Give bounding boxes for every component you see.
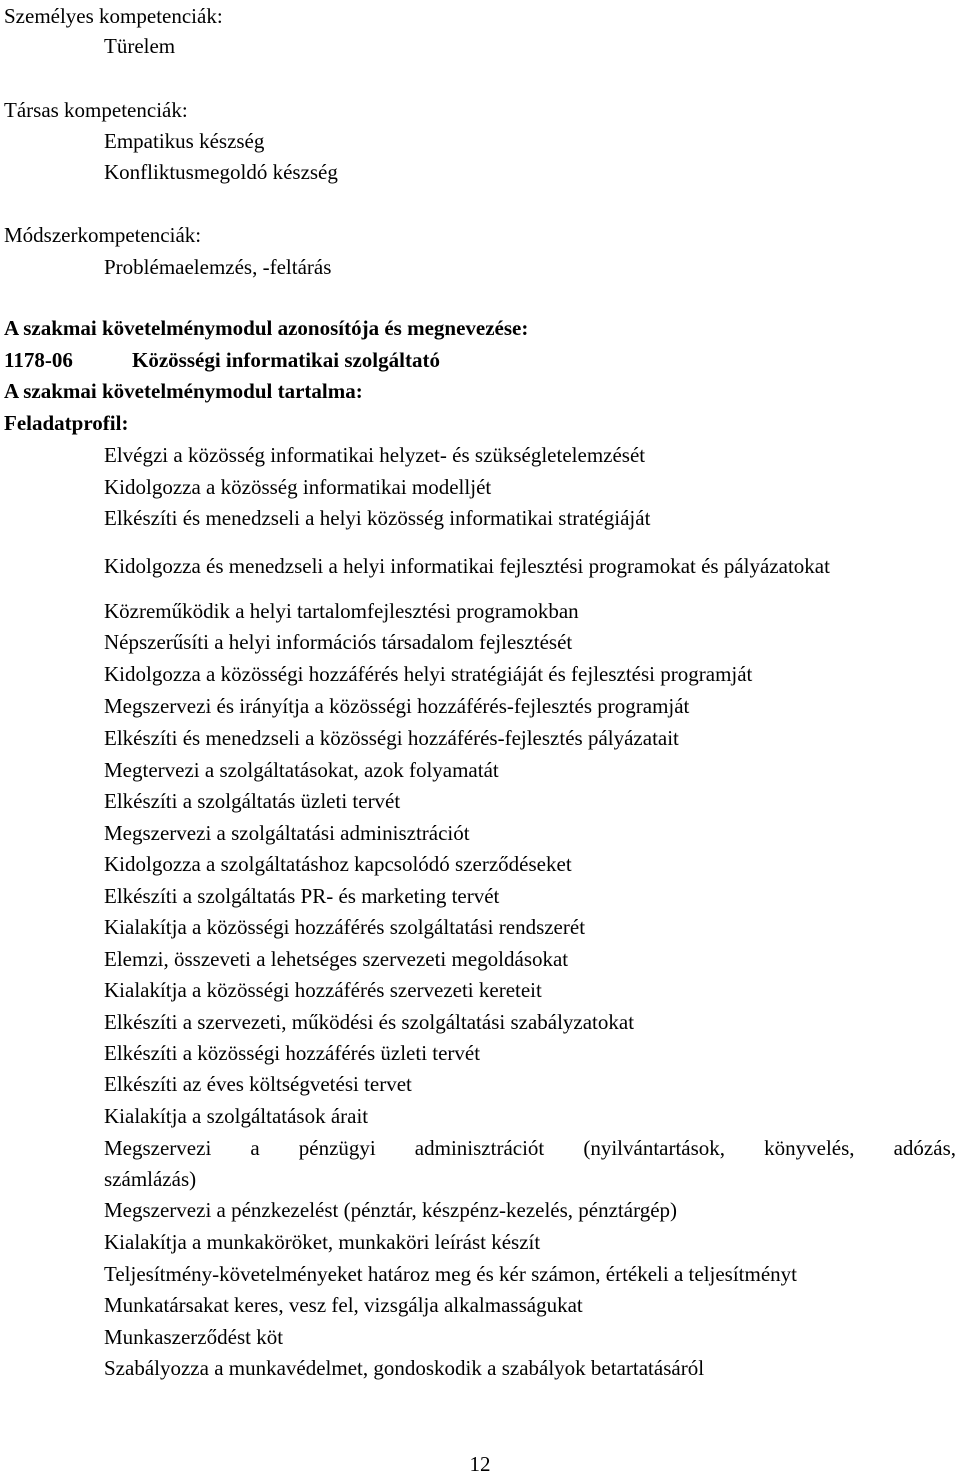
task-item: Megszervezi a pénzkezelést (pénztár, készpénz-kezelés, pénztárgép) xyxy=(104,1198,678,1222)
task-item: Elemzi, összeveti a lehetséges szervezeti megoldásokat xyxy=(104,947,569,971)
module-name: Közösségi informatikai szolgáltató xyxy=(132,348,440,372)
module-content-heading: A szakmai követelménymodul tartalma: xyxy=(4,379,363,403)
task-item: Kidolgozza a szolgáltatáshoz kapcsolódó szerződéseket xyxy=(104,852,572,876)
task-item: Munkaszerződést köt xyxy=(104,1325,284,1349)
task-item: Megszervezi a szolgáltatási adminisztrációt xyxy=(104,821,470,845)
task-item: Kialakítja a szolgáltatások árait xyxy=(104,1104,369,1128)
task-item: Megszervezi és irányítja a közösségi hozzáférés-fejlesztés programját xyxy=(104,694,690,718)
task-item: Elkészíti a szervezeti, működési és szolgáltatási szabályzatokat xyxy=(104,1010,635,1034)
page-number: 12 xyxy=(469,1452,491,1476)
module-code: 1178-06 xyxy=(4,348,73,372)
task-item: Kialakítja a munkaköröket, munkaköri leírást készít xyxy=(104,1230,541,1254)
task-item: Munkatársakat keres, vesz fel, vizsgálja alkalmasságukat xyxy=(104,1293,583,1317)
competency-item: Empatikus készség xyxy=(104,129,265,153)
module-id-heading: A szakmai követelménymodul azonosítója és megnevezése: xyxy=(4,316,529,340)
task-item: Teljesítmény-követelményeket határoz meg és kér számon, értékeli a teljesítményt xyxy=(104,1262,798,1286)
task-item: Szabályozza a munkavédelmet, gondoskodik a szabályok betartatásáról xyxy=(104,1356,705,1380)
method-competencies-heading: Módszerkompetenciák: xyxy=(4,223,202,247)
task-item: Népszerűsíti a helyi információs társadalom fejlesztését xyxy=(104,630,573,654)
task-item: Kidolgozza a közösségi hozzáférés helyi stratégiáját és fejlesztési programját xyxy=(104,662,753,686)
competency-item: Konfliktusmegoldó készség xyxy=(104,160,338,184)
competency-item: Problémaelemzés, -feltárás xyxy=(104,255,332,279)
task-item: Megtervezi a szolgáltatásokat, azok folyamatát xyxy=(104,758,499,782)
task-item: Elkészíti a szolgáltatás PR- és marketing tervét xyxy=(104,884,500,908)
personal-competencies-heading: Személyes kompetenciák: xyxy=(4,4,223,28)
task-item: Elkészíti és menedzseli a közösségi hozzáférés-fejlesztés pályázatait xyxy=(104,726,679,750)
competency-item: Türelem xyxy=(104,34,176,58)
task-item: Elkészíti a szolgáltatás üzleti tervét xyxy=(104,789,401,813)
task-item: Kialakítja a közösségi hozzáférés szervezeti kereteit xyxy=(104,978,542,1002)
task-profile-heading: Feladatprofil: xyxy=(4,411,129,435)
task-item: Közreműködik a helyi tartalomfejlesztési programokban xyxy=(104,599,579,623)
task-item-continuation: számlázás) xyxy=(104,1167,197,1191)
social-competencies-heading: Társas kompetenciák: xyxy=(4,98,188,122)
task-item: Elkészíti az éves költségvetési tervet xyxy=(104,1072,412,1096)
task-item: Kidolgozza és menedzseli a helyi informatikai fejlesztési programokat és pályázatokat xyxy=(104,554,830,578)
task-item: Megszervezi a pénzügyi adminisztrációt (nyilvántartások, könyvelés, adózás, xyxy=(104,1136,956,1160)
task-item: Elkészíti és menedzseli a helyi közösség informatikai stratégiáját xyxy=(104,506,651,530)
task-item: Elvégzi a közösség informatikai helyzet- és szükségletelemzését xyxy=(104,443,646,467)
task-item: Elkészíti a közösségi hozzáférés üzleti tervét xyxy=(104,1041,481,1065)
task-item: Kialakítja a közösségi hozzáférés szolgáltatási rendszerét xyxy=(104,915,586,939)
task-item: Kidolgozza a közösség informatikai modelljét xyxy=(104,475,492,499)
